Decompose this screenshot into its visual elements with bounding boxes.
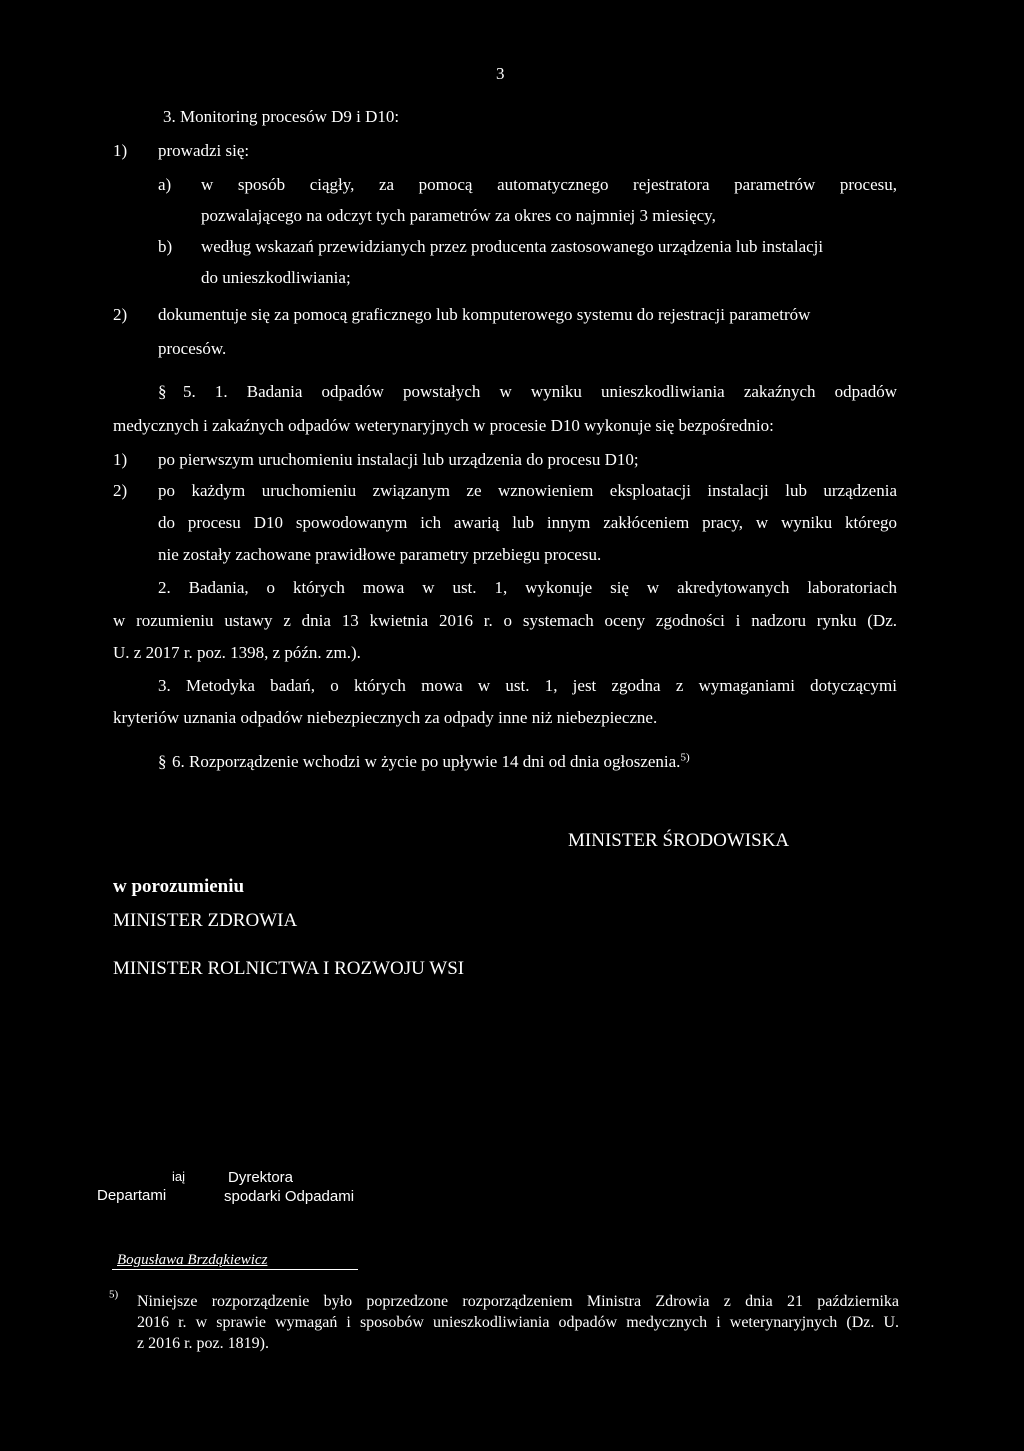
footnote-line: Niniejsze rozporządzenie było poprzedzone rozporządzeniem Ministra Zdrowia z dnia 21 października [137,1293,899,1310]
paragraph-line: po pierwszym uruchomieniu instalacji lub urządzenia do procesu D10; [158,450,639,469]
footnote-line: z 2016 r. poz. 1819). [137,1335,269,1352]
paragraph-line: 5. 1. Badania odpadów powstałych w wyniku unieszkodliwiania zakaźnych odpadów [183,382,897,401]
stamp-fragment: iaį [172,1169,186,1184]
section-sign: § [158,752,167,771]
list-letter: a) [158,175,172,194]
signature-underline [112,1269,358,1270]
paragraph-line: procesów. [158,339,227,358]
paragraph-line: do unieszkodliwiania; [201,268,351,287]
paragraph-line: do procesu D10 spowodowanym ich awarią lub innym zakłóceniem pracy, w wyniku którego [158,513,897,532]
paragraph-line: nie zostały zachowane prawidłowe parametry przebiegu procesu. [158,545,602,564]
list-letter: b) [158,237,173,256]
footnote-reference: 5) [680,751,690,764]
paragraph-line: kryteriów uznania odpadów niebezpiecznych za odpady inne niż niebezpieczne. [113,708,658,727]
paragraph-line: 3. Metodyka badań, o których mowa w ust. 1, jest zgodna z wymaganiami dotyczącymi [158,676,897,695]
minister-environment-title: MINISTER ŚRODOWISKA [568,830,790,851]
section-heading: 3. Monitoring procesów D9 i D10: [163,107,400,126]
stamp-fragment: Departami [97,1187,167,1204]
paragraph-line: według wskazań przewidzianych przez producenta zastosowanego urządzenia lub instalacji [201,237,824,256]
footnote-mark: 5) [109,1288,119,1301]
footnote-line: 2016 r. w sprawie wymagań i sposobów unieszkodliwiania odpadów medycznych i weterynaryjnych (Dz. U. [137,1314,899,1331]
paragraph-line: pozwalającego na odczyt tych parametrów za okres co najmniej 3 miesięcy, [201,206,716,225]
page-number: 3 [496,64,505,83]
list-number: 2) [113,305,128,324]
in-agreement-label: w porozumieniu [113,876,245,897]
list-text: prowadzi się: [158,141,250,160]
paragraph-line: w sposób ciągły, za pomocą automatycznego rejestratora parametrów procesu, [201,175,897,194]
paragraph-line [172,752,690,772]
paragraph-line: dokumentuje się za pomocą graficznego lub komputerowego systemu do rejestracji parametrów [158,305,811,324]
signature-name: Bogusława Brzdąkiewicz [117,1252,268,1268]
stamp-fragment: spodarki Odpadami [224,1188,355,1205]
paragraph-line: w rozumieniu ustawy z dnia 13 kwietnia 2016 r. o systemach oceny zgodności i nadzoru rynku (Dz. [113,611,897,630]
paragraph-line: 2. Badania, o których mowa w ust. 1, wykonuje się w akredytowanych laboratoriach [158,578,897,597]
minister-health-title: MINISTER ZDROWIA [113,910,298,931]
minister-agriculture-title: MINISTER ROLNICTWA I ROZWOJU WSI [113,958,465,979]
section-sign: § [158,382,167,401]
paragraph-line: medycznych i zakaźnych odpadów weterynaryjnych w procesie D10 wykonuje się bezpośrednio: [113,416,774,435]
paragraph-line: po każdym uruchomieniu związanym ze wznowieniem eksploatacji instalacji lub urządzenia [158,481,897,500]
list-number: 1) [113,450,128,469]
list-number: 1) [113,141,128,160]
stamp-fragment: Dyrektora [228,1169,294,1186]
list-number: 2) [113,481,128,500]
paragraph-line: U. z 2017 r. poz. 1398, z późn. zm.). [113,643,361,662]
paragraph-text: 6. Rozporządzenie wchodzi w życie po upływie 14 dni od dnia ogłoszenia. [172,752,681,771]
